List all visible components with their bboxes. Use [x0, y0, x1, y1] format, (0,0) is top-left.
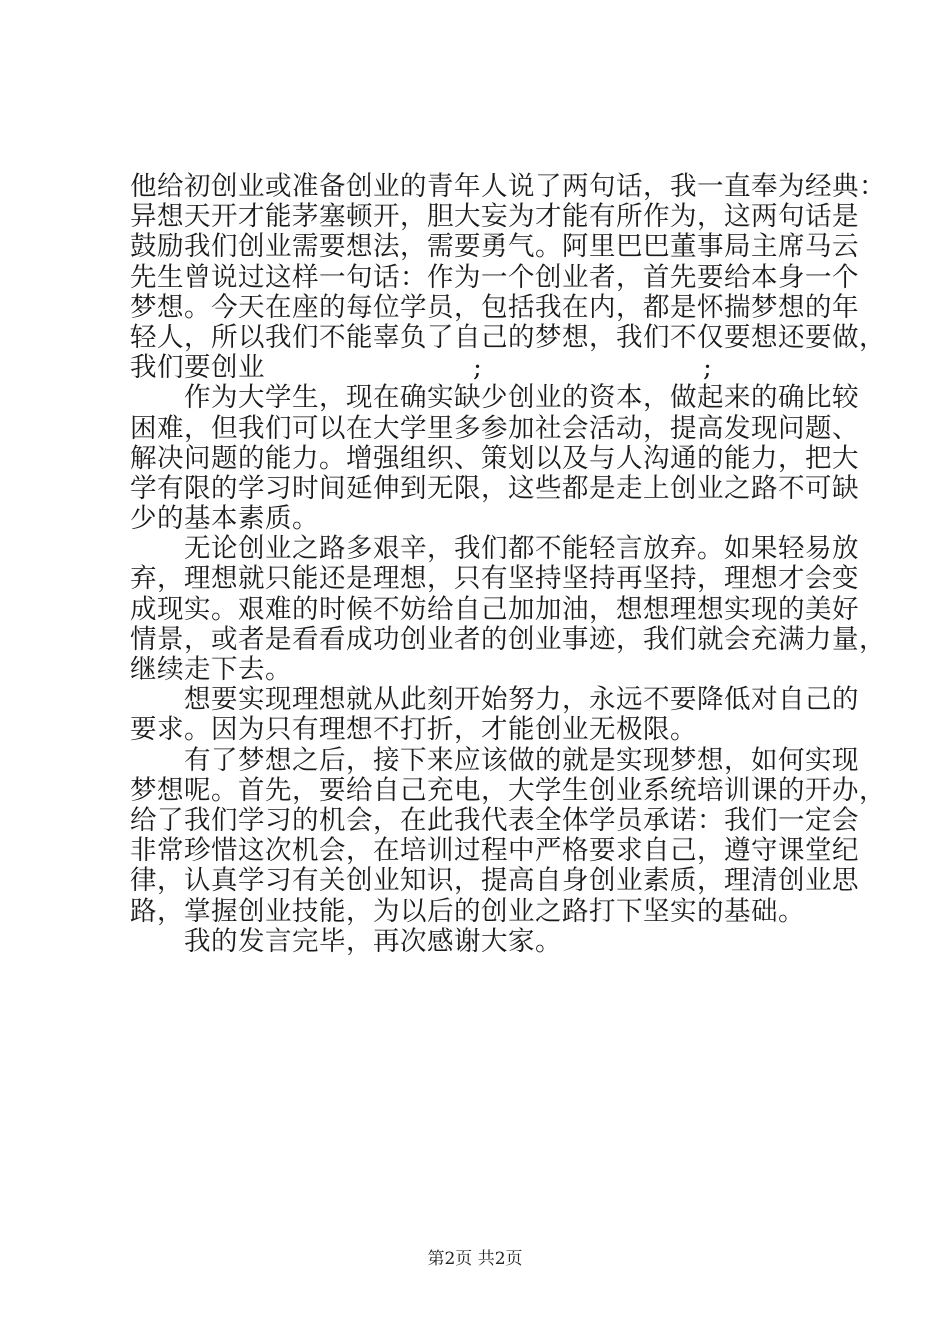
text-line: 鼓励我们创业需要想法，需要勇气。阿里巴巴董事局主席马云 — [130, 231, 859, 263]
text-line: 轻人，所以我们不能辜负了自己的梦想，我们不仅要想还要做， — [130, 321, 886, 353]
text-line: 有了梦想之后，接下来应该做的就是实现梦想，如何实现 — [184, 744, 859, 776]
paragraph — [130, 533, 886, 685]
text-line: 律，认真学习有关创业知识，提高自身创业素质，理清创业思 — [130, 865, 859, 897]
semicolon-mark: ; — [473, 352, 483, 384]
text-line: 路，掌握创业技能，为以后的创业之路打下坚实的基础。 — [130, 895, 805, 927]
paragraph — [130, 744, 886, 927]
paragraph — [130, 684, 859, 746]
text-line: 无论创业之路多艰辛，我们都不能轻言放弃。如果轻易放 — [184, 533, 859, 565]
paragraph — [130, 171, 886, 384]
text-line — [130, 353, 842, 383]
text-line: 少的基本素质。 — [130, 503, 319, 535]
text-line: 我的发言完毕，再次感谢大家。 — [184, 925, 562, 957]
text-line: 弃，理想就只能还是理想，只有坚持坚持再坚持，理想才会变 — [130, 563, 859, 595]
text-line: 给了我们学习的机会，在此我代表全体学员承诺：我们一定会 — [130, 804, 859, 836]
text-line: 作为大学生，现在确实缺少创业的资本，做起来的确比较 — [184, 382, 859, 414]
text-line: 要求。因为只有理想不打折，才能创业无极限。 — [130, 714, 697, 746]
text-line: 继续走下去。 — [130, 654, 292, 685]
text-line: 解决问题的能力。增强组织、策划以及与人沟通的能力，把大 — [130, 442, 859, 474]
text-line: 他给初创业或准备创业的青年人说了两句话，我一直奉为经典： — [130, 171, 886, 202]
text-line-content: 我们要创业 — [130, 352, 265, 384]
text-line: 先生曾说过这样一句话：作为一个创业者，首先要给本身一个 — [130, 261, 859, 293]
text-line: 困难，但我们可以在大学里多参加社会活动，提高发现问题、 — [130, 412, 859, 444]
text-line: 梦想呢。首先，要给自己充电，大学生创业系统培训课的开办， — [130, 774, 886, 806]
semicolon-mark: ; — [703, 352, 713, 384]
body-text — [130, 171, 886, 957]
text-line: 情景，或者是看看成功创业者的创业事迹，我们就会充满力量， — [130, 623, 886, 655]
paragraph — [130, 382, 859, 535]
text-line: 成现实。艰难的时候不妨给自己加加油，想想理想实现的美好 — [130, 593, 859, 625]
text-line: 异想天开才能茅塞顿开，胆大妄为才能有所作为，这两句话是 — [130, 201, 859, 233]
text-line: 非常珍惜这次机会，在培训过程中严格要求自己，遵守课堂纪 — [130, 835, 859, 867]
text-line: 想要实现理想就从此刻开始努力，永远不要降低对自己的 — [184, 684, 859, 716]
paragraph — [130, 927, 842, 957]
text-line: 学有限的学习时间延伸到无限，这些都是走上创业之路不可缺 — [130, 472, 859, 504]
page-number-footer: 第2页 共2页 — [427, 1249, 523, 1269]
text-line: 梦想。今天在座的每位学员，包括我在内，都是怀揣梦想的年 — [130, 291, 859, 323]
